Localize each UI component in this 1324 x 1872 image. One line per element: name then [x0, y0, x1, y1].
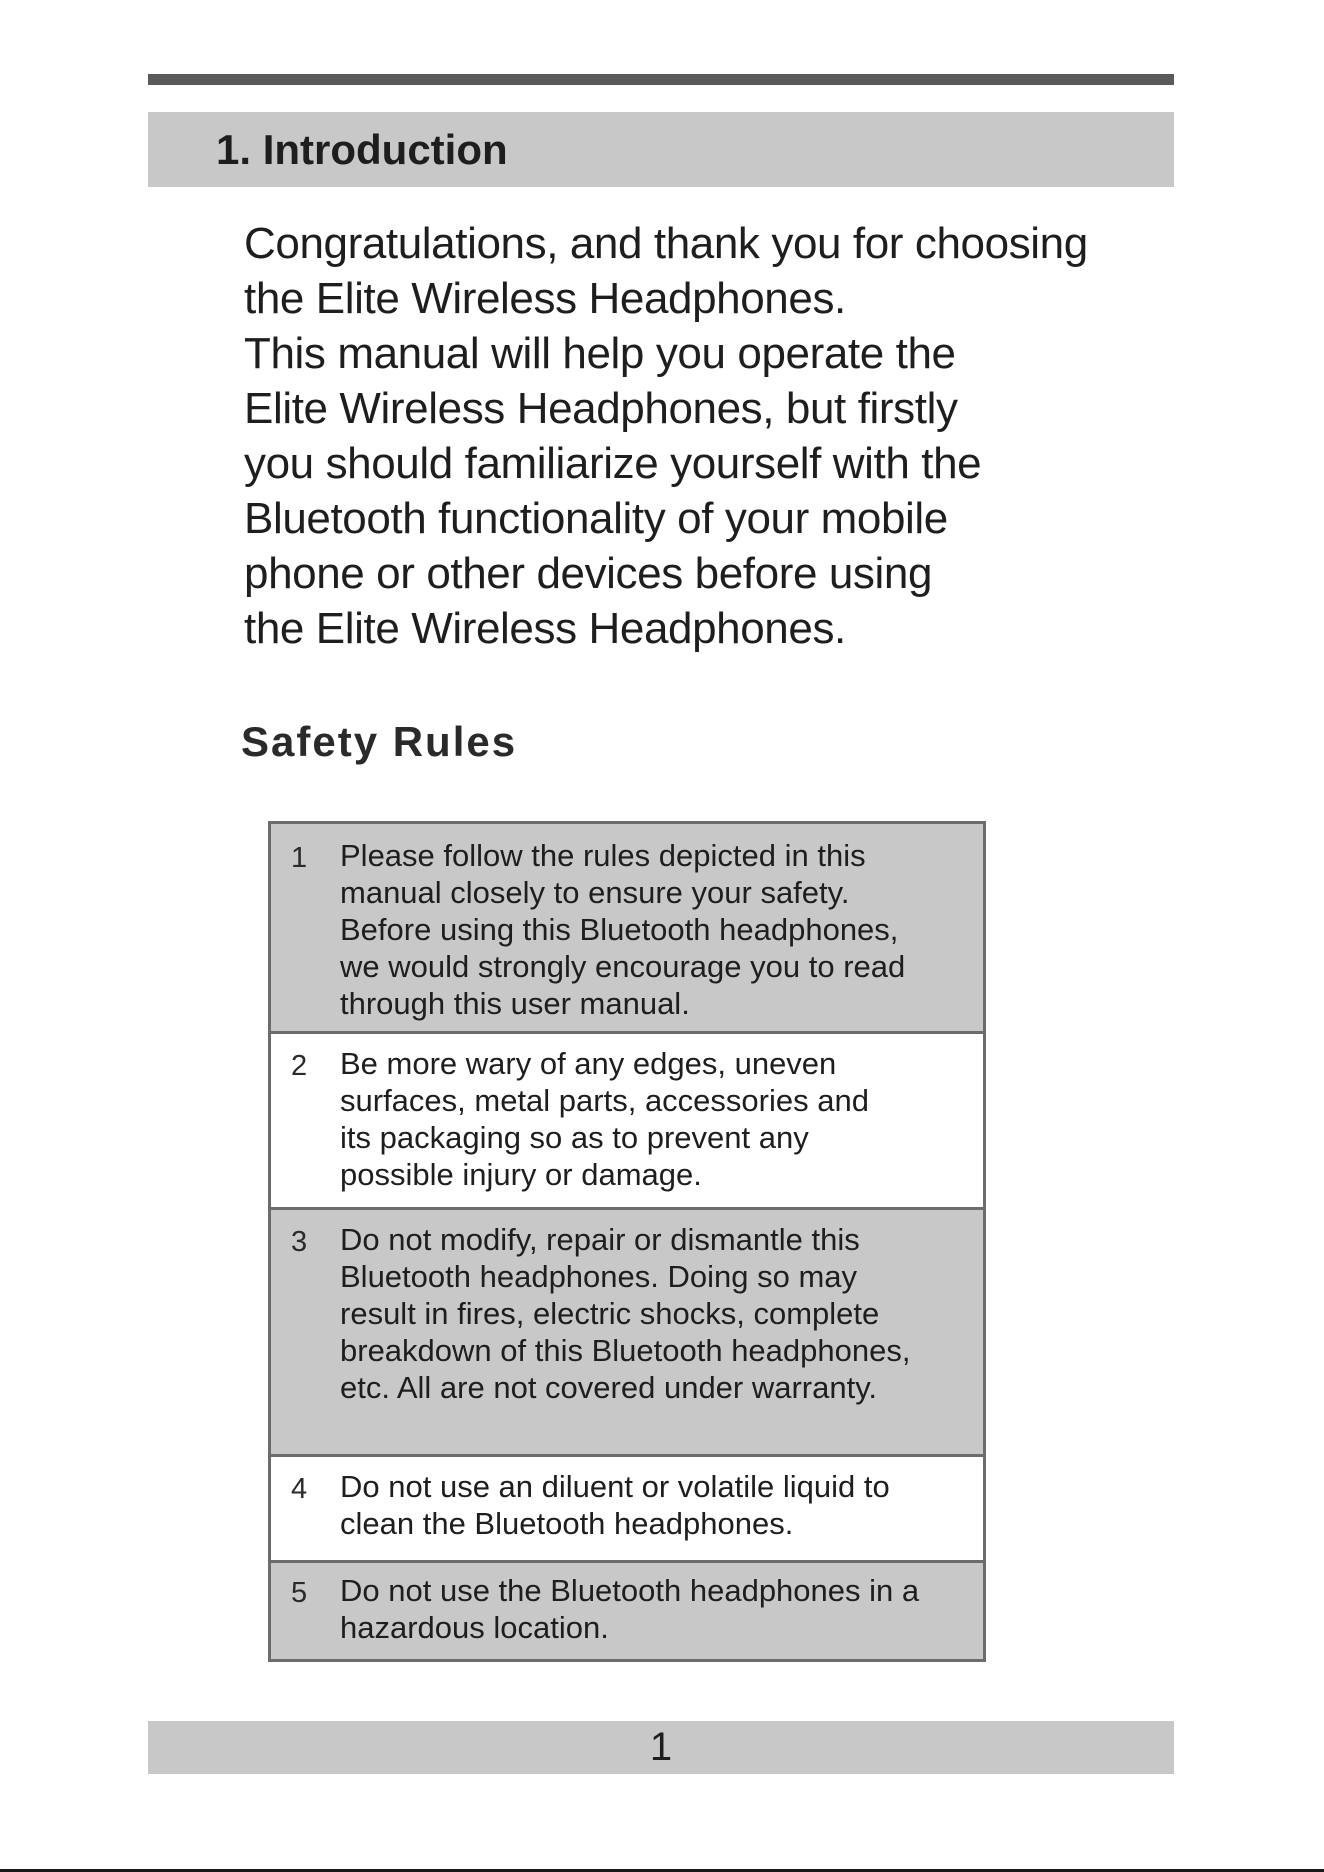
- intro-line: the Elite Wireless Headphones.: [244, 274, 846, 323]
- rule-line: hazardous location.: [340, 1610, 609, 1645]
- rule-line: Please follow the rules depicted in this: [340, 838, 866, 873]
- footer-bar: [148, 1721, 1174, 1774]
- rule-line: through this user manual.: [340, 986, 690, 1021]
- safety-rule-4: [268, 1454, 986, 1563]
- rule-number: 2: [291, 1050, 308, 1082]
- rule-line: Do not modify, repair or dismantle this: [340, 1222, 860, 1257]
- section-title: 1. Introduction: [216, 126, 508, 173]
- intro-paragraph: [244, 216, 1144, 656]
- intro-line: Elite Wireless Headphones, but firstly: [244, 384, 958, 433]
- rule-number: 1: [291, 842, 308, 874]
- safety-rule-5: [268, 1560, 986, 1662]
- rule-text: [340, 1221, 910, 1406]
- intro-line: you should familiarize yourself with the: [244, 439, 982, 488]
- rule-number: 3: [291, 1226, 308, 1258]
- rule-line: breakdown of this Bluetooth headphones,: [340, 1333, 911, 1368]
- safety-rule-1: [268, 821, 986, 1034]
- rule-line: Do not use an diluent or volatile liquid to: [340, 1469, 890, 1504]
- rule-line: its packaging so as to prevent any: [340, 1120, 809, 1155]
- rule-line: manual closely to ensure your safety.: [340, 875, 850, 910]
- rule-line: etc. All are not covered under warranty.: [340, 1370, 878, 1405]
- rule-text: [340, 1468, 890, 1542]
- intro-line: Bluetooth functionality of your mobile: [244, 494, 948, 543]
- rule-text: [340, 837, 905, 1022]
- top-rule: [148, 74, 1174, 85]
- rule-number: 4: [291, 1473, 308, 1505]
- safety-rule-2: [268, 1031, 986, 1210]
- rule-text: [340, 1572, 919, 1646]
- safety-rule-3: [268, 1207, 986, 1457]
- rule-text: [340, 1045, 869, 1193]
- section-header: [148, 112, 1174, 187]
- rule-line: we would strongly encourage you to read: [340, 949, 906, 984]
- rule-line: possible injury or damage.: [340, 1157, 702, 1192]
- intro-line: phone or other devices before using: [244, 549, 933, 598]
- rule-number: 5: [291, 1577, 308, 1609]
- rule-line: Bluetooth headphones. Doing so may: [340, 1259, 858, 1294]
- rule-line: clean the Bluetooth headphones.: [340, 1506, 794, 1541]
- page-number: 1: [649, 1725, 673, 1769]
- rule-line: Before using this Bluetooth headphones,: [340, 912, 899, 947]
- intro-line: This manual will help you operate the: [244, 329, 956, 378]
- rule-line: Do not use the Bluetooth headphones in a: [340, 1573, 920, 1608]
- safety-rules-heading: Safety Rules: [241, 718, 518, 765]
- intro-line: Congratulations, and thank you for choosing: [244, 219, 1088, 268]
- safety-rules-table: [268, 821, 986, 1662]
- rule-line: surfaces, metal parts, accessories and: [340, 1083, 869, 1118]
- rule-line: Be more wary of any edges, uneven: [340, 1046, 837, 1081]
- intro-line: the Elite Wireless Headphones.: [244, 604, 846, 653]
- rule-line: result in fires, electric shocks, complete: [340, 1296, 880, 1331]
